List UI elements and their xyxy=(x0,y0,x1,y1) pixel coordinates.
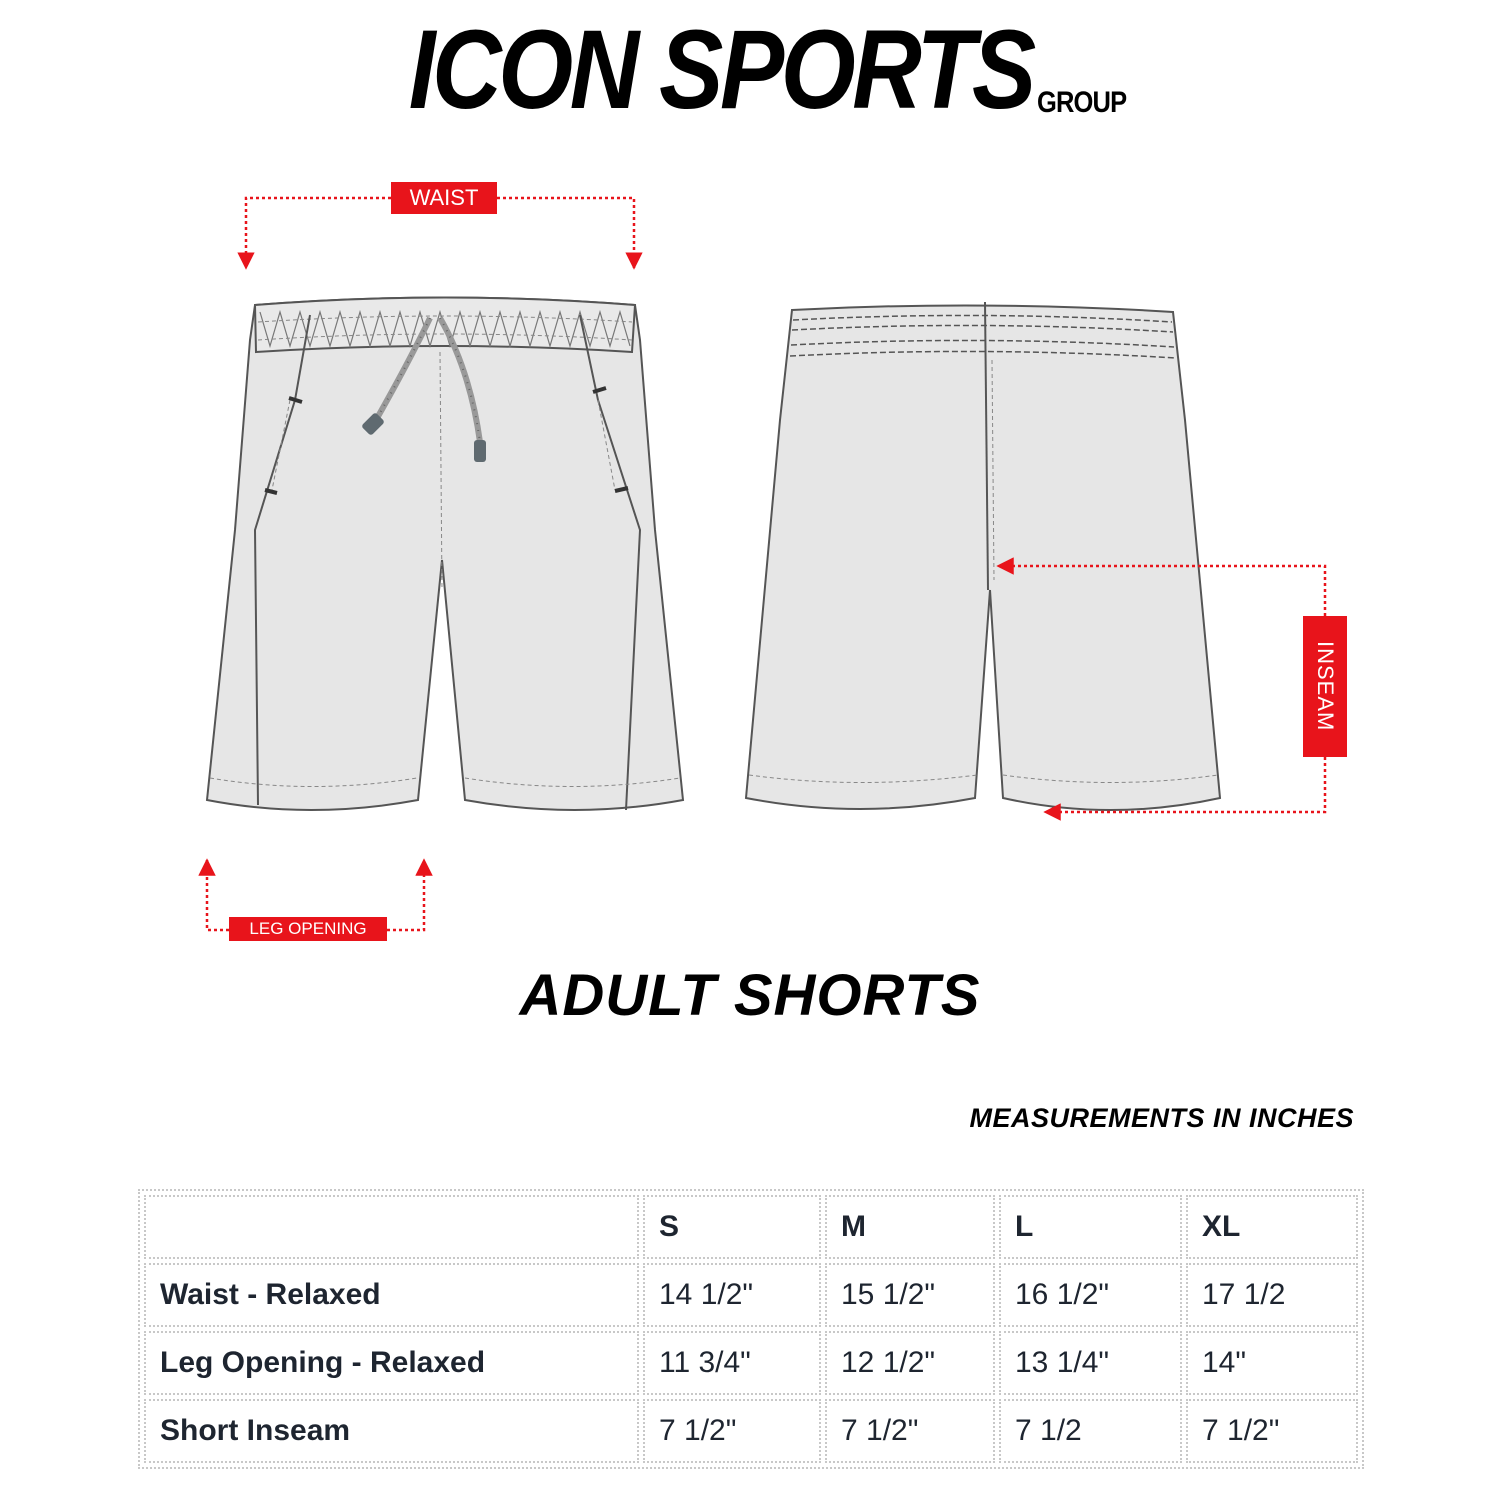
table-header-cell: XL xyxy=(1186,1195,1358,1259)
table-cell: 15 1/2" xyxy=(825,1263,995,1327)
page-title: ADULT SHORTS xyxy=(519,963,981,1028)
front-shorts-illustration xyxy=(207,298,683,811)
table-cell: 16 1/2" xyxy=(999,1263,1182,1327)
brand-name: ICON SPORTS xyxy=(408,7,1033,132)
table-row xyxy=(144,1263,1358,1327)
table-cell: 11 3/4" xyxy=(643,1331,821,1395)
table-header-cell: S xyxy=(643,1195,821,1259)
table-cell: 14" xyxy=(1186,1331,1358,1395)
table-cell: 12 1/2" xyxy=(825,1331,995,1395)
table-row xyxy=(144,1399,1358,1463)
table-cell: 7 1/2 xyxy=(999,1399,1182,1463)
table-cell: 7 1/2" xyxy=(825,1399,995,1463)
waist-label: WAIST xyxy=(391,182,497,214)
table-cell: 13 1/4" xyxy=(999,1331,1182,1395)
table-row xyxy=(144,1331,1358,1395)
leg-opening-label: LEG OPENING xyxy=(229,917,387,941)
row-label: Waist - Relaxed xyxy=(144,1263,639,1327)
units-note: MEASUREMENTS IN INCHES xyxy=(969,1103,1354,1133)
size-chart-table xyxy=(138,1189,1364,1469)
table-header-cell: L xyxy=(999,1195,1182,1259)
table-header-cell: M xyxy=(825,1195,995,1259)
row-label: Leg Opening - Relaxed xyxy=(144,1331,639,1395)
table-cell: 17 1/2 xyxy=(1186,1263,1358,1327)
table-header-row xyxy=(144,1195,1358,1259)
table-cell: 7 1/2" xyxy=(1186,1399,1358,1463)
brand-suffix: GROUP xyxy=(1037,86,1127,119)
row-label: Short Inseam xyxy=(144,1399,639,1463)
table-cell: 7 1/2" xyxy=(643,1399,821,1463)
back-shorts-illustration xyxy=(746,302,1220,810)
inseam-label: INSEAM xyxy=(1303,616,1347,757)
table-header-cell xyxy=(144,1195,639,1259)
front-shorts-body xyxy=(207,298,683,811)
back-shorts-body xyxy=(746,305,1220,810)
table-cell: 14 1/2" xyxy=(643,1263,821,1327)
